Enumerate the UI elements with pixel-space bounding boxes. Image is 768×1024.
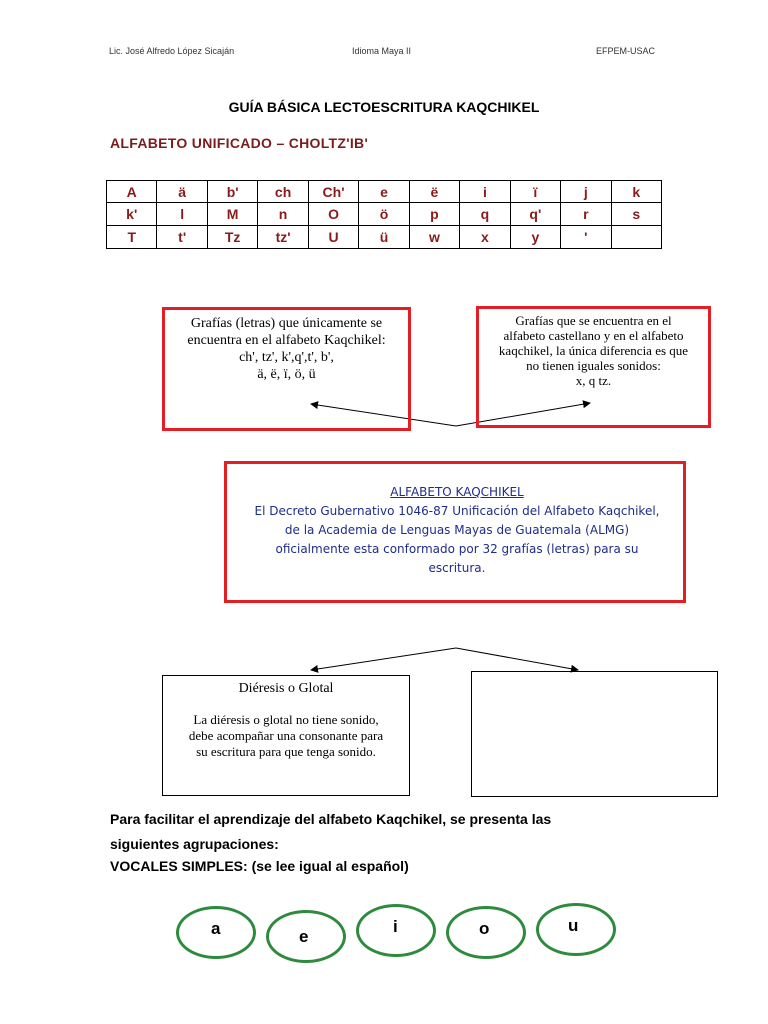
vowel-letter: o [479, 919, 490, 938]
alphabet-cell: ä [157, 181, 207, 203]
alphabet-cell: e [359, 181, 409, 203]
vowel-oval-a [176, 906, 256, 959]
alphabet-cell: ' [561, 226, 611, 249]
page-title: GUÍA BÁSICA LECTOESCRITURA KAQCHIKEL [228, 99, 540, 115]
vowel-letter: i [393, 917, 398, 936]
box-line: escritura. [428, 561, 486, 575]
box-line: encuentra en el alfabeto Kaqchikel: [187, 333, 386, 348]
alphabet-cell: O [308, 203, 358, 226]
box-line: Grafías (letras) que únicamente se [190, 316, 383, 331]
alphabet-cell: M [207, 203, 257, 226]
alphabet-cell: ï [510, 181, 560, 203]
alphabet-cell: ë [409, 181, 459, 203]
alphabet-cell: x [460, 226, 510, 249]
box-line: de la Academia de Lenguas Mayas de Guatemala (ALMG) [284, 523, 630, 537]
box-line: ä, ë, ï, ö, ü [257, 367, 316, 382]
alphabet-cell: A [107, 181, 157, 203]
vowel-oval-u [536, 903, 616, 956]
alphabet-cell: y [510, 226, 560, 249]
alphabet-cell: U [308, 226, 358, 249]
alphabet-cell: s [611, 203, 661, 226]
alphabet-cell: ch [258, 181, 308, 203]
alphabet-cell: p [409, 203, 459, 226]
box-line: El Decreto Gubernativo 1046-87 Unificación del Alfabeto Kaqchikel, [254, 504, 660, 518]
box-line: kaqchikel, la única diferencia es que [498, 343, 689, 358]
header-author: Lic. José Alfredo López Sicaján [109, 46, 235, 56]
alphabet-cell: ü [359, 226, 409, 249]
alphabet-cell: Ch' [308, 181, 358, 203]
alphabet-cell: r [561, 203, 611, 226]
vowels-heading: VOCALES SIMPLES: (se lee igual al español) [110, 858, 409, 874]
alphabet-cell: q [460, 203, 510, 226]
alphabet-cell: T [107, 226, 157, 249]
alphabet-cell: j [561, 181, 611, 203]
vowel-oval-o [446, 906, 526, 959]
kaqchikel-only-letters-box [162, 307, 411, 431]
alphabet-cell: tz' [258, 226, 308, 249]
alphabet-cell: t' [157, 226, 207, 249]
shared-letters-box [476, 306, 711, 428]
section-subtitle: ALFABETO UNIFICADO – CHOLTZ'IB' [110, 135, 369, 151]
vowel-letter: e [299, 927, 309, 946]
alphabet-cell: k' [107, 203, 157, 226]
box-line: x, q tz. [575, 373, 612, 388]
dieresis-box [162, 675, 410, 796]
dieresis-heading: Diéresis o Glotal [238, 681, 334, 696]
intro-paragraph-line: Para facilitar el aprendizaje del alfabeto Kaqchikel, se presenta las [110, 811, 552, 827]
alphabet-cell: n [258, 203, 308, 226]
arrow-to-dieresis-box [311, 648, 456, 670]
alphabet-cell: q' [510, 203, 560, 226]
alphabet-cell: ö [359, 203, 409, 226]
arrow-to-empty-box [456, 648, 578, 670]
header-institution: EFPEM-USAC [596, 46, 656, 56]
alphabet-cell: l [157, 203, 207, 226]
alfabeto-kaqchikel-box [224, 461, 686, 603]
alphabet-cell: Tz [207, 226, 257, 249]
vowel-letter: u [568, 916, 579, 935]
box-line: debe acompañar una consonante para [188, 728, 384, 743]
alfabeto-heading: ALFABETO KAQCHIKEL [390, 485, 524, 499]
vowel-oval-i [356, 904, 436, 957]
box-line: no tienen iguales sonidos: [526, 358, 661, 373]
vowel-letter: a [211, 919, 221, 938]
alphabet-cell: b' [207, 181, 257, 203]
vowel-oval-e [266, 910, 346, 963]
empty-box [471, 671, 718, 797]
alphabet-cell: w [409, 226, 459, 249]
box-line: su escritura para que tenga sonido. [196, 744, 376, 759]
box-line: Grafías que se encuentra en el [515, 313, 672, 328]
box-line: oficialmente esta conformado por 32 grafías (letras) para su [275, 542, 639, 556]
alphabet-cell: i [460, 181, 510, 203]
header-course: Idioma Maya II [352, 46, 412, 56]
box-line: La diéresis o glotal no tiene sonido, [193, 712, 379, 727]
intro-paragraph-line: siguientes agrupaciones: [110, 836, 279, 852]
box-line: ch', tz', k',q',t', b', [239, 350, 334, 365]
alphabet-cell: k [611, 181, 661, 203]
box-line: alfabeto castellano y en el alfabeto [503, 328, 684, 343]
